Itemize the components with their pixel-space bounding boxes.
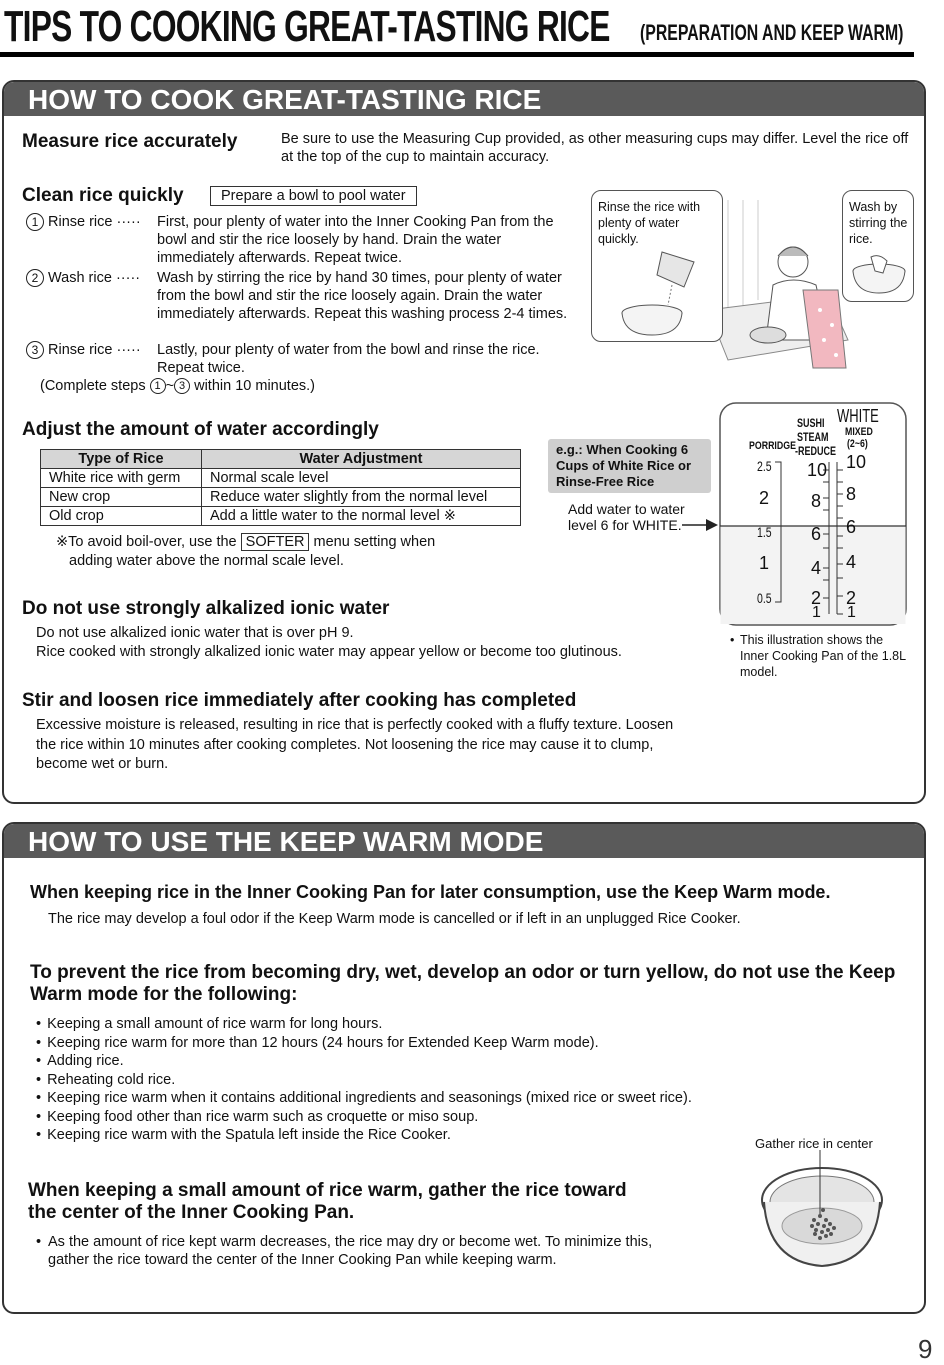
keep-warm-list [36, 1015, 776, 1145]
step-1-label-text: Rinse rice [48, 214, 113, 230]
alkali-line1: Do not use alkalized ionic water that is over pH 9. [36, 625, 354, 641]
table-row [41, 488, 521, 507]
rinse-bowl-icon [612, 247, 712, 337]
complete-note [40, 377, 315, 395]
measure-text: Be sure to use the Measuring Cup provided, as other measuring cups may differ. Level the rice off at the top of the cup to maintain accuracy. [281, 131, 909, 165]
porridge-mark: 2.5 [757, 458, 772, 474]
complete-tilde: ~ [165, 378, 175, 394]
step-1-text: First, pour plenty of water into the Inner Cooking Pan from the bowl and stir the rice loosely by hand. Drain the water immediately afterwards. Repeat twice. [157, 214, 554, 266]
stir-title: Stir and loosen rice immediately after cooking has completed [22, 690, 577, 711]
wash-callout-caption: Wash by stirring the rice. [849, 200, 908, 246]
table-cell: Old crop [41, 507, 202, 526]
porridge-mark: 1 [759, 553, 770, 573]
complete-prefix: (Complete steps [40, 378, 146, 394]
keep-warm-sub3-body: As the amount of rice kept warm decreases, the rice may dry or become wet. To minimize this, gather the rice toward the center of the Inner Cooking Pan while keeping warm. [48, 1234, 653, 1268]
example-text: Add water to water level 6 for WHITE. [568, 501, 685, 533]
page-number: 9 [918, 1334, 933, 1364]
alkali-title: Do not use strongly alkalized ionic water [22, 598, 390, 619]
sushi-mark: 4 [811, 558, 822, 578]
keep-warm-section-heading: HOW TO USE THE KEEP WARM MODE [4, 824, 924, 858]
softer-note-line2: adding water above the normal scale level. [69, 553, 344, 569]
water-scale [719, 402, 907, 626]
clean-boxed-note: Prepare a bowl to pool water [210, 186, 417, 206]
water-table [40, 449, 521, 526]
wash-hand-icon [849, 251, 909, 297]
table-cell: White rice with germ [41, 469, 202, 488]
porridge-mark: 1.5 [757, 524, 772, 540]
white-mark: 2 [846, 588, 857, 608]
title-rule [0, 52, 914, 57]
list-item: • Keeping rice warm for more than 12 hours (24 hours for Extended Keep Warm mode). [36, 1034, 776, 1053]
cook-section-heading: HOW TO COOK GREAT-TASTING RICE [4, 82, 924, 116]
softer-note [56, 533, 435, 551]
table-row [41, 507, 521, 526]
complete-step-3: 3 [174, 378, 190, 394]
step-2-dots: ····· [115, 270, 141, 286]
list-item: • Keeping a small amount of rice warm for long hours. [36, 1015, 776, 1034]
scale-col-reduce: -REDUCE [795, 444, 837, 458]
gather-caption: Gather rice in center [755, 1136, 873, 1151]
clean-title: Clean rice quickly [22, 185, 184, 206]
softer-boxed: SOFTER [241, 533, 310, 551]
keep-warm-sub1-text: The rice may develop a foul odor if the Keep Warm mode is cancelled or if left in an unplugged Rice Cooker. [48, 911, 741, 927]
page-title-sub: (PREPARATION AND KEEP WARM) [640, 20, 904, 45]
step-3-dots: ····· [116, 342, 141, 358]
keep-warm-sub1: When keeping rice in the Inner Cooking Pan for later consumption, use the Keep Warm mode. [30, 882, 831, 902]
rinse-callout [591, 190, 723, 342]
water-table-header: Water Adjustment [202, 450, 521, 469]
water-table-header-row [41, 450, 521, 469]
step-3-label-text: Rinse rice [48, 342, 113, 358]
measure-title: Measure rice accurately [22, 131, 238, 152]
step-2-label [26, 269, 140, 287]
list-item: • Adding rice. [36, 1052, 776, 1071]
scale-note-text: This illustration shows the Inner Cooking Pan of the 1.8L model. [740, 633, 906, 679]
alkali-line2: Rice cooked with strongly alkalized ionic water may appear yellow or become too glutinous. [36, 644, 622, 660]
wash-callout [842, 190, 914, 302]
list-item: • Reheating cold rice. [36, 1071, 776, 1090]
keep-warm-sub3-text [36, 1233, 686, 1269]
keep-warm-sub3-bullet: • [36, 1234, 42, 1250]
sushi-mark: 1 [812, 604, 821, 621]
white-mark: 4 [846, 552, 857, 572]
step-1-number: 1 [26, 213, 44, 231]
gather-illustration [758, 1150, 886, 1270]
inner-pan-icon [758, 1150, 886, 1270]
table-row [41, 469, 521, 488]
scale-col-mixed-range: (2~6) [847, 438, 868, 450]
white-mark: 6 [846, 517, 857, 537]
list-item: • Keeping food other than rice warm such as croquette or miso soup. [36, 1108, 776, 1127]
rinse-callout-caption: Rinse the rice with plenty of water quickly. [598, 200, 701, 246]
table-cell: Normal scale level [202, 469, 521, 488]
page-title-main: TIPS TO COOKING GREAT-TASTING RICE [4, 2, 610, 51]
water-table-wrap [40, 449, 521, 526]
white-mark: 1 [847, 604, 856, 621]
scale-col-mixed: MIXED [845, 426, 873, 438]
page-title [4, 2, 934, 52]
table-cell: Reduce water slightly from the normal level [202, 488, 521, 507]
step-1-dots: ····· [116, 214, 141, 230]
scale-col-white: WHITE [837, 406, 879, 426]
complete-step-1: 1 [150, 378, 166, 394]
scale-col-porridge: PORRIDGE [749, 440, 796, 452]
porridge-mark: 0.5 [757, 590, 772, 606]
complete-suffix: within 10 minutes.) [194, 378, 315, 394]
step-2-number: 2 [26, 269, 44, 287]
sushi-mark: 10 [807, 460, 828, 480]
step-3-text: Lastly, pour plenty of water from the bowl and rinse the rice. Repeat twice. [157, 342, 540, 376]
step-3-number: 3 [26, 341, 44, 359]
scale-col-steam: STEAM [797, 430, 829, 444]
porridge-mark: 2 [759, 488, 770, 508]
example-box: e.g.: When Cooking 6 Cups of White Rice or Rinse-Free Rice [548, 439, 711, 493]
table-cell: New crop [41, 488, 202, 507]
step-1-label [26, 213, 141, 231]
table-cell: Add a little water to the normal level ※ [202, 507, 521, 526]
stir-text: Excessive moisture is released, resulting in rice that is perfectly cooked with a fluffy texture. Loosen the rice within 10 minutes after cooking completes. Not loosening the rice may cause it to clump, become wet or burn. [36, 717, 674, 772]
step-2-label-text: Wash rice [48, 270, 112, 286]
sushi-mark: 8 [811, 491, 822, 511]
sushi-mark: 2 [811, 588, 822, 608]
softer-note-prefix: ※To avoid boil-over, use the [56, 534, 237, 550]
white-mark: 10 [846, 452, 867, 472]
step-2-text: Wash by stirring the rice by hand 30 times, pour plenty of water from the bowl and stir the rice loosely again. Drain the water immediately afterwards. Repeat this washing process 2-4 times. [157, 270, 568, 322]
water-table-header: Type of Rice [41, 450, 202, 469]
list-item: • Keeping rice warm with the Spatula left inside the Rice Cooker. [36, 1126, 776, 1145]
scale-note [730, 632, 910, 680]
scale-note-bullet: • [730, 633, 735, 647]
white-mark: 8 [846, 484, 857, 504]
sushi-mark: 6 [811, 524, 822, 544]
water-title: Adjust the amount of water accordingly [22, 419, 379, 440]
keep-warm-sub3: When keeping a small amount of rice warm, gather the rice toward the center of the Inner Cooking Pan. [28, 1180, 627, 1223]
scale-col-sushi: SUSHI [797, 416, 825, 430]
softer-note-suffix: menu setting when [313, 534, 436, 550]
list-item: • Keeping rice warm when it contains additional ingredients and seasonings (mixed rice or sweet rice). [36, 1089, 776, 1108]
step-3-label [26, 341, 141, 359]
keep-warm-sub2: To prevent the rice from becoming dry, wet, develop an odor or turn yellow, do not use the Keep Warm mode for the following: [30, 962, 896, 1005]
arrow-right-icon [680, 518, 720, 532]
